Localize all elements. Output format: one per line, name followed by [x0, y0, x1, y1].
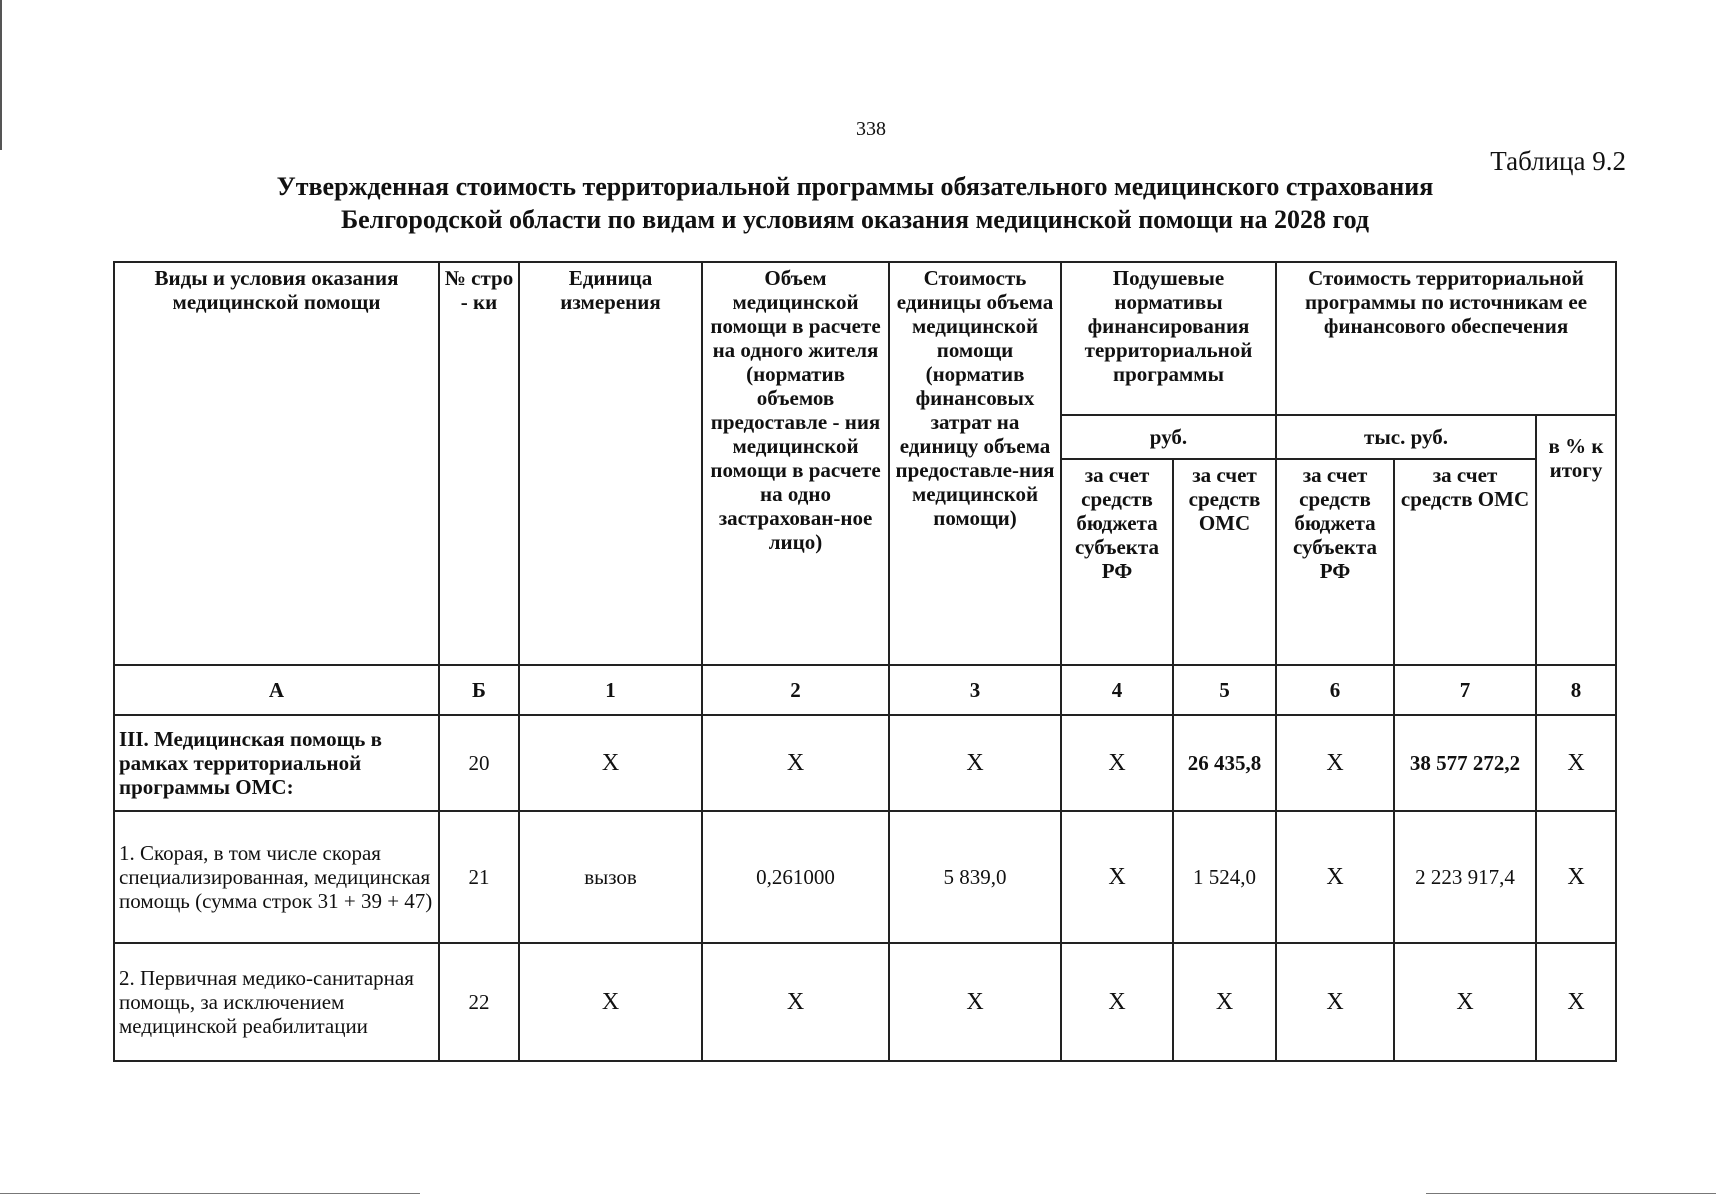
table-label: Таблица 9.2	[1490, 146, 1626, 176]
index-cell: 7	[1394, 665, 1536, 715]
row-pc-budget: Х	[1061, 811, 1173, 943]
header-cost-oms: за счет средств ОМС	[1394, 459, 1536, 665]
row-pc-oms: 26 435,8	[1173, 715, 1276, 811]
header-row-1	[114, 262, 1616, 415]
header-types: Виды и условия оказания медицинской помощи	[114, 262, 439, 665]
index-row	[114, 665, 1616, 715]
row-cost-budget: Х	[1276, 811, 1394, 943]
row-cost-budget: Х	[1276, 943, 1394, 1061]
row-pc-oms: Х	[1173, 943, 1276, 1061]
row-line-number: 20	[439, 715, 519, 811]
header-unit: Единица измерения	[519, 262, 702, 665]
row-unit: вызов	[519, 811, 702, 943]
row-volume: Х	[702, 715, 889, 811]
header-percent-total: в % к итогу	[1536, 415, 1616, 665]
index-cell: 6	[1276, 665, 1394, 715]
header-pc-oms: за счет средств ОМС	[1173, 459, 1276, 665]
document-title	[180, 170, 1530, 236]
row-cost-oms: 38 577 272,2	[1394, 715, 1536, 811]
row-line-number: 22	[439, 943, 519, 1061]
row-name: 2. Первичная медико-санитарная помощь, за исключением медицинской реабилитации	[114, 943, 439, 1061]
header-line-number: № стро - ки	[439, 262, 519, 665]
page-number: 338	[856, 118, 886, 140]
table-row	[114, 943, 1616, 1061]
row-unit: Х	[519, 715, 702, 811]
row-line-number: 21	[439, 811, 519, 943]
row-unit: Х	[519, 943, 702, 1061]
index-cell: 3	[889, 665, 1061, 715]
row-name: 1. Скорая, в том числе скорая специализированная, медицинская помощь (сумма строк 31 + 39 + 47)	[114, 811, 439, 943]
index-cell: 5	[1173, 665, 1276, 715]
row-percent: Х	[1536, 715, 1616, 811]
index-cell: 4	[1061, 665, 1173, 715]
row-percent: Х	[1536, 943, 1616, 1061]
index-cell: 8	[1536, 665, 1616, 715]
header-unit-rub: руб.	[1061, 415, 1276, 459]
header-pc-budget: за счет средств бюджета субъекта РФ	[1061, 459, 1173, 665]
header-unit-thousand-rub: тыс. руб.	[1276, 415, 1536, 459]
row-pc-oms: 1 524,0	[1173, 811, 1276, 943]
header-unit-cost: Стоимость единицы объема медицинской помощи (норматив финансовых затрат на единицу объема предоставле-ния медицинской помощи)	[889, 262, 1061, 665]
bottom-left-line	[0, 1193, 420, 1194]
row-name: III. Медицинская помощь в рамках территориальной программы ОМС:	[114, 715, 439, 811]
header-per-capita-group: Подушевые нормативы финансирования территориальной программы	[1061, 262, 1276, 415]
index-cell: 2	[702, 665, 889, 715]
row-unit-cost: 5 839,0	[889, 811, 1061, 943]
row-cost-oms: Х	[1394, 943, 1536, 1061]
index-cell: А	[114, 665, 439, 715]
row-volume: Х	[702, 943, 889, 1061]
index-cell: 1	[519, 665, 702, 715]
row-unit-cost: Х	[889, 715, 1061, 811]
header-volume: Объем медицинской помощи в расчете на одного жителя (норматив объемов предоставле - ния медицинской помощи в расчете на одно застрахован-ное лицо)	[702, 262, 889, 665]
header-cost-budget: за счет средств бюджета субъекта РФ	[1276, 459, 1394, 665]
row-pc-budget: Х	[1061, 715, 1173, 811]
index-cell: Б	[439, 665, 519, 715]
row-cost-oms: 2 223 917,4	[1394, 811, 1536, 943]
row-pc-budget: Х	[1061, 943, 1173, 1061]
title-line-1: Утвержденная стоимость территориальной программы обязательного медицинского страхования	[276, 172, 1434, 201]
header-cost-group: Стоимость территориальной программы по источникам ее финансового обеспечения	[1276, 262, 1616, 415]
cost-table	[113, 261, 1617, 1062]
left-edge-line	[0, 0, 2, 150]
table-row	[114, 811, 1616, 943]
table-row	[114, 715, 1616, 811]
row-cost-budget: Х	[1276, 715, 1394, 811]
row-volume: 0,261000	[702, 811, 889, 943]
bottom-right-line	[1426, 1193, 1716, 1194]
row-percent: Х	[1536, 811, 1616, 943]
title-line-2: Белгородской области по видам и условиям оказания медицинской помощи на 2028 год	[340, 205, 1370, 234]
row-unit-cost: Х	[889, 943, 1061, 1061]
